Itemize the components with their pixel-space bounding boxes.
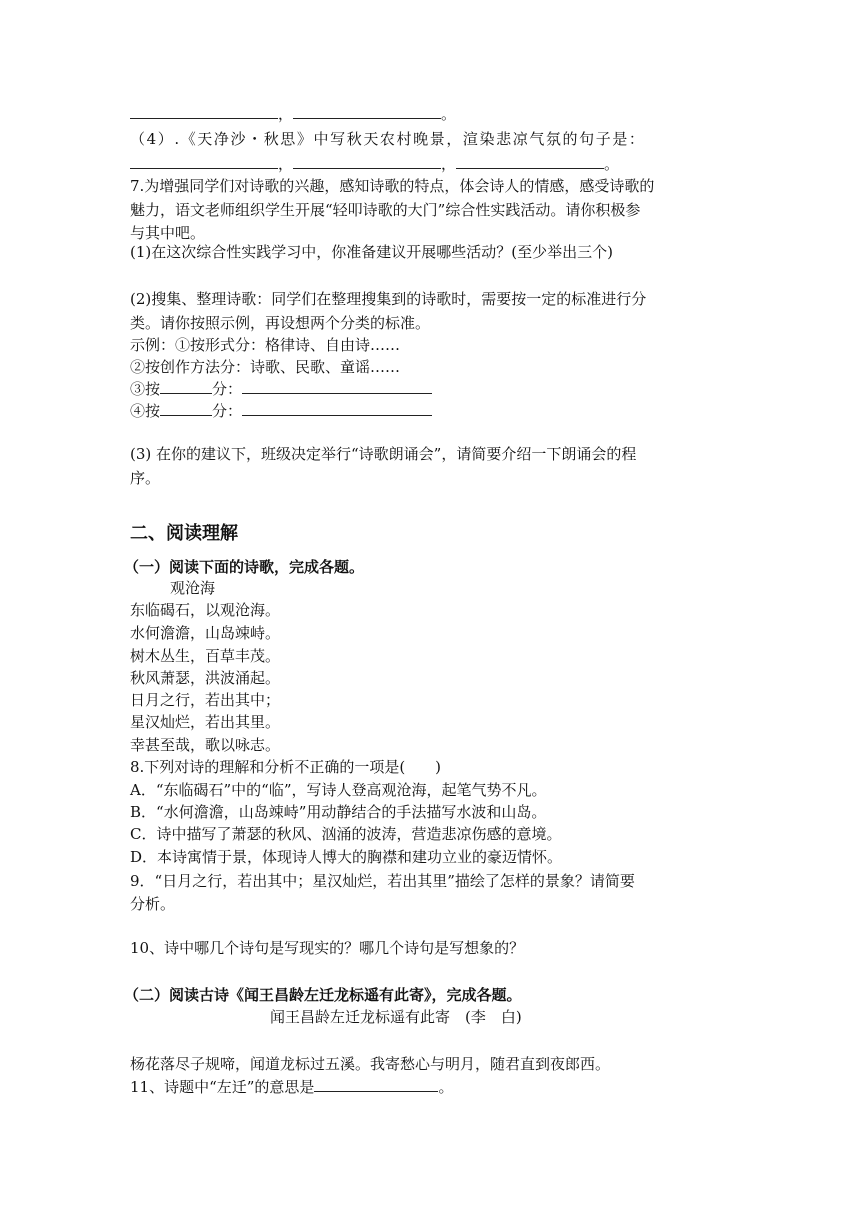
poem-title: 观沧海 [170, 579, 216, 597]
q8-option-a: A．“东临碣石”中的“临”，写诗人登高观沧海，起笔气势不凡。 [130, 781, 547, 799]
q7-sub-1: (1)在这次综合性实践学习中，你准备建议开展哪些活动？(至少举出三个) [130, 243, 613, 261]
q7-sub-2-line-2: 类。请你按照示例，再设想两个分类的标准。 [130, 314, 431, 332]
answer-blank[interactable] [293, 103, 441, 119]
q6-answer-line-3: ， ， 。 [130, 153, 619, 175]
answer-blank[interactable] [242, 378, 432, 394]
q6-answer-line-1: ， 。 [130, 103, 456, 125]
q9-line-2: 分析。 [130, 895, 176, 913]
q10: 10、诗中哪几个诗句是写现实的？哪几个诗句是写想象的？ [130, 939, 525, 957]
q7-intro-line-1: 7.为增强同学们对诗歌的兴趣，感知诗歌的特点，体会诗人的情感，感受诗歌的 [130, 177, 655, 195]
answer-blank[interactable] [130, 103, 278, 119]
poem-line: 幸甚至哉，歌以咏志。 [130, 736, 281, 754]
part-1-heading: （一）阅读下面的诗歌，完成各题。 [124, 558, 365, 576]
poem-line: 树木丛生，百草丰茂。 [130, 647, 281, 665]
q6-item-4: （4）.《天净沙・秋思》中写秋天农村晚景，渲染悲凉气氛的句子是： [130, 130, 646, 148]
answer-blank[interactable] [456, 153, 604, 169]
poem-line: 水何澹澹，山岛竦峙。 [130, 624, 281, 642]
answer-blank[interactable] [242, 400, 432, 416]
q8-option-d: D．本诗寓情于景，体现诗人博大的胸襟和建功立业的豪迈情怀。 [130, 848, 563, 866]
answer-blank[interactable] [160, 400, 212, 416]
q11: 11、诗题中“左迁”的意思是 。 [130, 1078, 454, 1096]
answer-blank[interactable] [130, 153, 278, 169]
q7-example-2: ②按创作方法分：诗歌、民歌、童谣…… [130, 358, 401, 376]
q7-example-3: ③按 分： [130, 378, 432, 400]
q7-intro-line-3: 与其中吧。 [130, 224, 206, 242]
answer-blank[interactable] [293, 153, 441, 169]
q8-option-b: B．“水何澹澹，山岛竦峙”用动静结合的手法描写水波和山岛。 [130, 803, 547, 821]
q7-sub-3-line-1: (3) 在你的建议下，班级决定举行“诗歌朗诵会”，请简要介绍一下朗诵会的程 [130, 445, 637, 463]
q8-option-c: C．诗中描写了萧瑟的秋风、汹涌的波涛，营造悲凉伤感的意境。 [130, 825, 562, 843]
poem-line: 东临碣石，以观沧海。 [130, 601, 281, 619]
q7-sub-2-line-1: (2)搜集、整理诗歌：同学们在整理搜集到的诗歌时，需要按一定的标准进行分 [130, 290, 647, 308]
answer-blank[interactable] [314, 1076, 438, 1092]
part-2-heading: （二）阅读古诗《闻王昌龄左迁龙标遥有此寄》，完成各题。 [124, 986, 522, 1004]
poem-line: 星汉灿烂，若出其里。 [130, 713, 281, 731]
q7-sub-3-line-2: 序。 [130, 469, 161, 487]
poem-line: 日月之行，若出其中； [130, 691, 281, 709]
q7-intro-line-2: 魅力，语文老师组织学生开展“轻叩诗歌的大门”综合性实践活动。请你积极参 [130, 201, 641, 219]
answer-blank[interactable] [160, 378, 212, 394]
q9-line-1: 9．“日月之行，若出其中；星汉灿烂，若出其里”描绘了怎样的景象？请简要 [130, 872, 635, 890]
poem-line: 秋风萧瑟，洪波涌起。 [130, 669, 281, 687]
poem-2-text: 杨花落尽子规啼，闻道龙标过五溪。我寄愁心与明月，随君直到夜郎西。 [130, 1055, 611, 1073]
section-title: 二、阅读理解 [130, 523, 238, 544]
q7-example-1: 示例：①按形式分：格律诗、自由诗…… [130, 336, 401, 354]
q8-stem: 8.下列对诗的理解和分析不正确的一项是( ) [130, 758, 442, 776]
poem-2-title: 闻王昌龄左迁龙标遥有此寄 (李 白) [270, 1008, 522, 1026]
q7-example-4: ④按 分： [130, 400, 432, 422]
